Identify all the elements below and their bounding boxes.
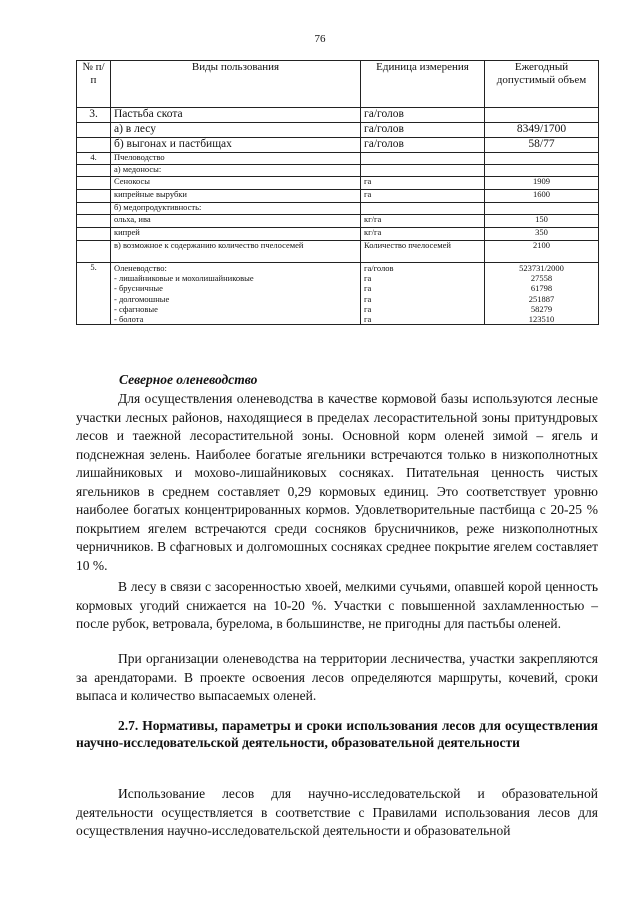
row-value: 61798 xyxy=(530,283,553,294)
row-unit: га/голов xyxy=(361,108,485,123)
row-use-type: - брусничные xyxy=(114,283,163,294)
row-value xyxy=(485,108,599,123)
row-value: 1909 xyxy=(485,177,599,190)
table-row xyxy=(77,263,599,325)
page-number: 76 xyxy=(314,33,326,45)
row-use-type: - болота xyxy=(114,313,144,324)
forest-use-table xyxy=(76,60,599,325)
paragraph-reindeer-3: При организации оленеводства на территории лесничества, участки закрепляются за арендаторами. В проекте освоения лесов определяются маршруты, кочевий, сроки выпаса и количество выпасаемых оленей. xyxy=(76,651,598,703)
row-use-type: Сенокосы xyxy=(111,177,361,190)
table-row xyxy=(77,165,599,177)
row-use-type-list xyxy=(111,263,361,325)
row-use-type: а) в лесу xyxy=(111,123,361,138)
row-use-type: - лишайниковые и мохолишайниковые xyxy=(114,273,254,284)
row-value: 27558 xyxy=(530,273,553,284)
row-value xyxy=(485,153,599,165)
paragraph-reindeer-2: В лесу в связи с засоренностью хвоей, мелкими сучьями, опавшей корой ценность кормовых угодий снижается на 10-20 %. Участки с повышенной захламленностью – после рубок, ветровала, бурелома, в большинстве, не пригодны для пастьбы оленей. xyxy=(76,579,598,631)
row-value: 150 xyxy=(485,215,599,228)
table-row xyxy=(77,215,599,228)
row-unit: га/голов xyxy=(361,138,485,153)
row-number xyxy=(77,203,111,215)
row-value xyxy=(485,165,599,177)
row-unit: Количество пчелосемей xyxy=(361,241,485,263)
row-use-type: - сфагновые xyxy=(114,303,158,314)
row-unit: га/голов xyxy=(364,263,394,273)
row-value: 58279 xyxy=(530,303,553,314)
row-use-type: б) медопродуктивность: xyxy=(111,203,361,215)
row-value: 523731/2000 xyxy=(519,263,564,273)
row-use-type: кипрей xyxy=(111,228,361,241)
row-value: 1600 xyxy=(485,190,599,203)
row-number: 4. xyxy=(77,153,111,165)
row-use-type: Пчеловодство xyxy=(111,153,361,165)
row-value-list xyxy=(485,263,599,325)
paragraph-reindeer-1: Для осуществления оленеводства в качестве кормовой базы используются лесные участки лесных районов, находящиеся в пределах лесорастительной зоны притундровых лесов и таежной лесорастительной зоны. Основной корм оленей зимой – ягель и подснежная зелень. Наиболее богатые ягельники встречаются только в низкополнотных лишайниковых и мохово-лишайниковых сосняках. Питательная ценность чистых ягельников в среднем составляет 0,29 кормовых единиц. Это соответствует уровню наиболее богатых концентрированных кормов. Удовлетворительные пастбища с 20-25 % покрытием ягелем встречаются среди сосняков брусничников, реже низкополнотных черничников. В сфагновых и долгомошных сосняках среднее покрытие ягелем составляет 10 %. xyxy=(76,391,598,573)
table-row xyxy=(77,123,599,138)
row-use-type: - долгомошные xyxy=(114,293,170,304)
row-unit: га xyxy=(364,293,372,304)
row-value: 251887 xyxy=(528,293,555,304)
row-use-type: а) медоносы: xyxy=(111,165,361,177)
row-use-type: Оленеводство: xyxy=(114,263,167,273)
row-number xyxy=(77,123,111,138)
table-row xyxy=(77,190,599,203)
section-title-2-7: 2.7. Нормативы, параметры и сроки использования лесов для осуществления научно-исследовательской деятельности, образовательной деятельности xyxy=(76,718,598,750)
row-value: 8349/1700 xyxy=(485,123,599,138)
row-use-type: кипрейные вырубки xyxy=(111,190,361,203)
section-heading-reindeer: Северное оленеводство xyxy=(119,372,258,387)
row-use-type: в) возможное к содержанию количество пчелосемей xyxy=(111,241,361,263)
row-number: 3. xyxy=(77,108,111,123)
header-unit: Единица измерения xyxy=(361,61,485,108)
row-unit: га xyxy=(364,313,372,324)
row-number xyxy=(77,215,111,228)
table-row xyxy=(77,203,599,215)
row-value: 350 xyxy=(485,228,599,241)
table-row xyxy=(77,228,599,241)
row-unit: кг/га xyxy=(361,215,485,228)
row-unit: га xyxy=(364,283,372,294)
table-row xyxy=(77,153,599,165)
row-number xyxy=(77,190,111,203)
row-value xyxy=(485,203,599,215)
table-row xyxy=(77,177,599,190)
header-use-type: Виды пользования xyxy=(111,61,361,108)
row-use-type: Пастьба скота xyxy=(111,108,361,123)
table-row xyxy=(77,241,599,263)
paragraph-research-use: Использование лесов для научно-исследовательской и образовательной деятельности осуществляется в соответствие с Правилами использования лесов для осуществления научно-исследовательской деятельности и образовательной xyxy=(76,786,598,838)
row-unit: га xyxy=(361,177,485,190)
row-value: 2100 xyxy=(485,241,599,263)
row-value: 58/77 xyxy=(485,138,599,153)
header-number: № п/п xyxy=(77,61,111,108)
row-number xyxy=(77,241,111,263)
row-unit xyxy=(361,203,485,215)
row-use-type: б) выгонах и пастбищах xyxy=(111,138,361,153)
row-unit: кг/га xyxy=(361,228,485,241)
row-unit: га xyxy=(364,303,372,314)
row-unit: га xyxy=(364,273,372,284)
row-value: 123510 xyxy=(528,313,555,324)
row-number xyxy=(77,228,111,241)
row-unit: га xyxy=(361,190,485,203)
row-number: 5. xyxy=(77,263,111,325)
row-number xyxy=(77,165,111,177)
row-unit: га/голов xyxy=(361,123,485,138)
table-row xyxy=(77,138,599,153)
row-unit xyxy=(361,165,485,177)
row-use-type: ольха, ива xyxy=(111,215,361,228)
row-unit xyxy=(361,153,485,165)
row-unit-list xyxy=(361,263,485,325)
row-number xyxy=(77,177,111,190)
table-row xyxy=(77,108,599,123)
row-number xyxy=(77,138,111,153)
header-annual-volume: Ежегодный допустимый объем xyxy=(485,61,599,108)
